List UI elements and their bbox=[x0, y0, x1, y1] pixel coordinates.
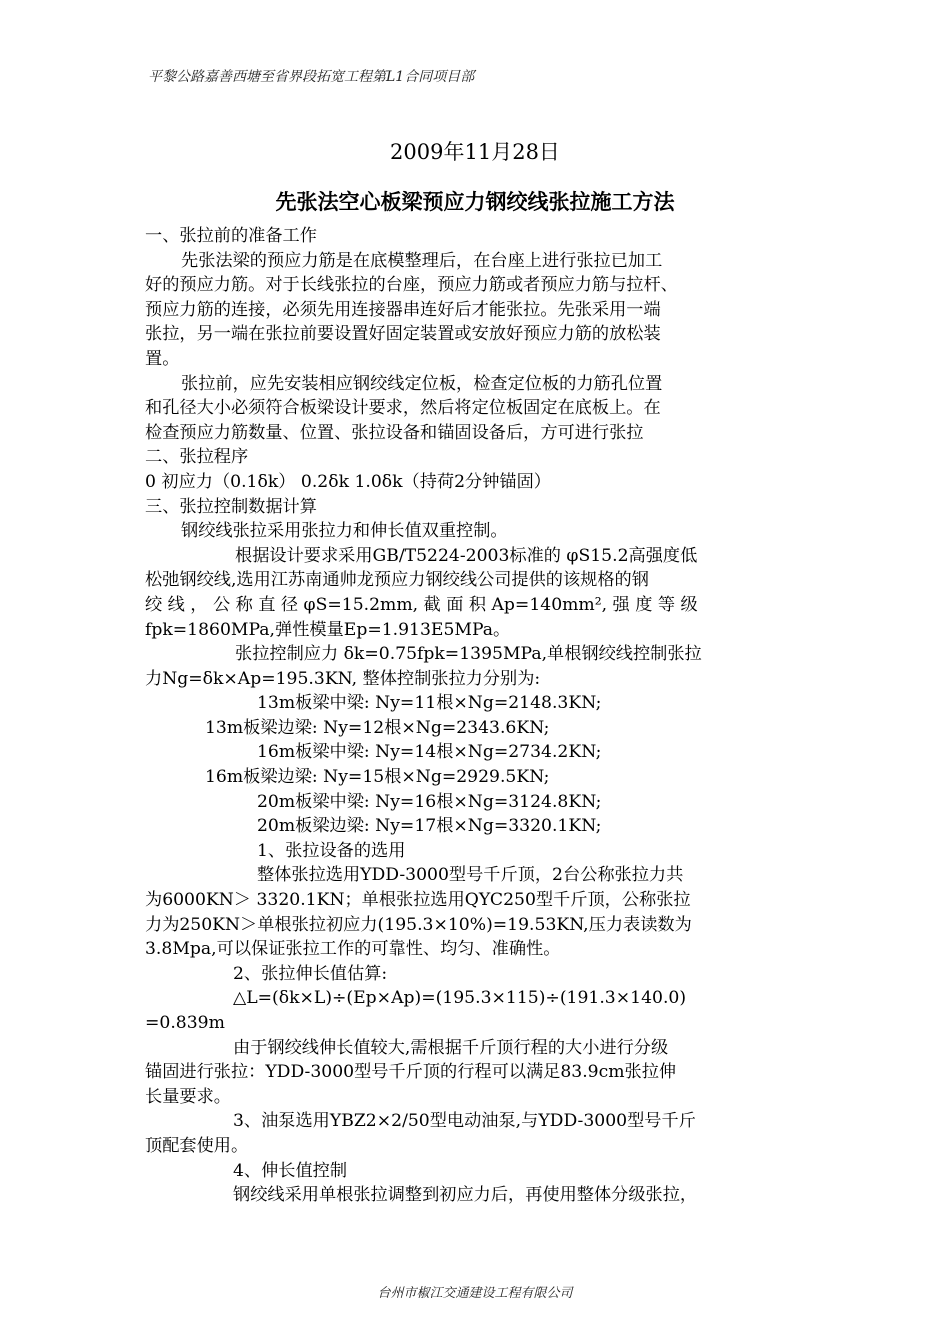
tension-procedure: 0 初应力（0.1δk） 0.2δk 1.0δk（持荷2分钟锚固） bbox=[145, 471, 551, 492]
document-date: 2009年11月28日 bbox=[390, 140, 560, 164]
paragraph-line: 钢绞线张拉采用张拉力和伸长值双重控制。 bbox=[181, 521, 508, 542]
document-body bbox=[145, 224, 805, 1208]
paragraph-line: 松弛钢绞线,选用江苏南通帅龙预应力钢绞线公司提供的该规格的钢 bbox=[145, 570, 649, 591]
paragraph-line: 整体张拉选用YDD-3000型号千斤顶，2台公称张拉力共 bbox=[257, 865, 684, 886]
paragraph-line: 力Ng=δk×Ap=195.3KN, 整体控制张拉力分别为: bbox=[145, 668, 541, 689]
paragraph-line: 力为250KN＞单根张拉初应力(195.3×10%)=19.53KN,压力表读数为 bbox=[145, 914, 692, 935]
paragraph-line: 检查预应力筋数量、位置、张拉设备和锚固设备后，方可进行张拉 bbox=[145, 422, 644, 443]
paragraph-line: 张拉，另一端在张拉前要设置好固定装置或安放好预应力筋的放松装 bbox=[145, 324, 661, 345]
paragraph-line: 锚固进行张拉：YDD-3000型号千斤顶的行程可以满足83.9cm张拉伸 bbox=[145, 1062, 677, 1083]
paragraph-line: 钢绞线采用单根张拉调整到初应力后，再使用整体分级张拉， bbox=[233, 1185, 698, 1206]
paragraph-line: 顶配套使用。 bbox=[145, 1135, 249, 1156]
force-calc-line: 16m板梁中梁: Ny=14根×Ng=2734.2KN; bbox=[257, 742, 602, 763]
paragraph-line: 长量要求。 bbox=[145, 1086, 231, 1107]
subsection-heading: 2、张拉伸长值估算: bbox=[233, 963, 388, 984]
force-calc-line: 20m板梁中梁: Ny=16根×Ng=3124.8KN; bbox=[257, 791, 602, 812]
page-header: 平黎公路嘉善西塘至省界段拓宽工程第L1合同项目部 bbox=[148, 69, 475, 85]
paragraph-line: 根据设计要求采用GB/T5224-2003标准的 φS15.2高强度低 bbox=[235, 545, 698, 566]
paragraph-line: 3.8Mpa,可以保证张拉工作的可靠性、均匀、准确性。 bbox=[145, 939, 561, 960]
document-title: 先张法空心板梁预应力钢绞线张拉施工方法 bbox=[275, 189, 675, 214]
paragraph-line: 置。 bbox=[145, 348, 180, 369]
subsection-heading: 1、张拉设备的选用 bbox=[257, 840, 406, 861]
paragraph-line: 张拉控制应力 δk=0.75fpk=1395MPa,单根钢绞线控制张拉 bbox=[235, 644, 702, 665]
paragraph-line: 3、油泵选用YBZ2×2/50型电动油泵,与YDD-3000型号千斤 bbox=[233, 1111, 696, 1132]
section-heading: 一、张拉前的准备工作 bbox=[145, 226, 317, 246]
section-heading: 二、张拉程序 bbox=[145, 447, 249, 468]
force-calc-line: 16m板梁边梁: Ny=15根×Ng=2929.5KN; bbox=[205, 767, 550, 788]
page-footer: 台州市椒江交通建设工程有限公司 bbox=[377, 1286, 573, 1301]
force-calc-line: 20m板梁边梁: Ny=17根×Ng=3320.1KN; bbox=[257, 816, 602, 837]
paragraph-line: 好的预应力筋。对于长线张拉的台座，预应力筋或者预应力筋与拉杆、 bbox=[145, 275, 678, 296]
paragraph-line: 由于钢绞线伸长值较大,需根据千斤顶行程的大小进行分级 bbox=[233, 1037, 669, 1058]
paragraph-line: 为6000KN＞ 3320.1KN；单根张拉选用QYC250型千斤顶，公称张拉 bbox=[145, 890, 691, 911]
paragraph-line: 张拉前，应先安装相应钢绞线定位板，检查定位板的力筋孔位置 bbox=[181, 373, 663, 394]
subsection-heading: 4、伸长值控制 bbox=[233, 1160, 348, 1181]
force-calc-line: 13m板梁边梁: Ny=12根×Ng=2343.6KN; bbox=[205, 717, 550, 738]
force-calc-line: 13m板梁中梁: Ny=11根×Ng=2148.3KN; bbox=[257, 693, 602, 714]
paragraph-line: fpk=1860MPa,弹性模量Ep=1.913E5MPa。 bbox=[145, 619, 511, 640]
paragraph-line: 绞 线 ， 公 称 直 径 φS=15.2mm, 截 面 积 Ap=140mm², 强 度 等 级 bbox=[145, 594, 698, 615]
section-heading: 三、张拉控制数据计算 bbox=[145, 496, 317, 517]
paragraph-line: 预应力筋的连接，必须先用连接器串连好后才能张拉。先张采用一端 bbox=[145, 299, 661, 320]
formula-line: △L=(δk×L)÷(Ep×Ap)=(195.3×115)÷(191.3×140.0) bbox=[233, 988, 687, 1009]
formula-result: =0.839m bbox=[145, 1013, 225, 1033]
paragraph-line: 先张法梁的预应力筋是在底模整理后，在台座上进行张拉已加工 bbox=[181, 250, 663, 271]
paragraph-line: 和孔径大小必须符合板梁设计要求，然后将定位板固定在底板上。在 bbox=[145, 398, 661, 419]
